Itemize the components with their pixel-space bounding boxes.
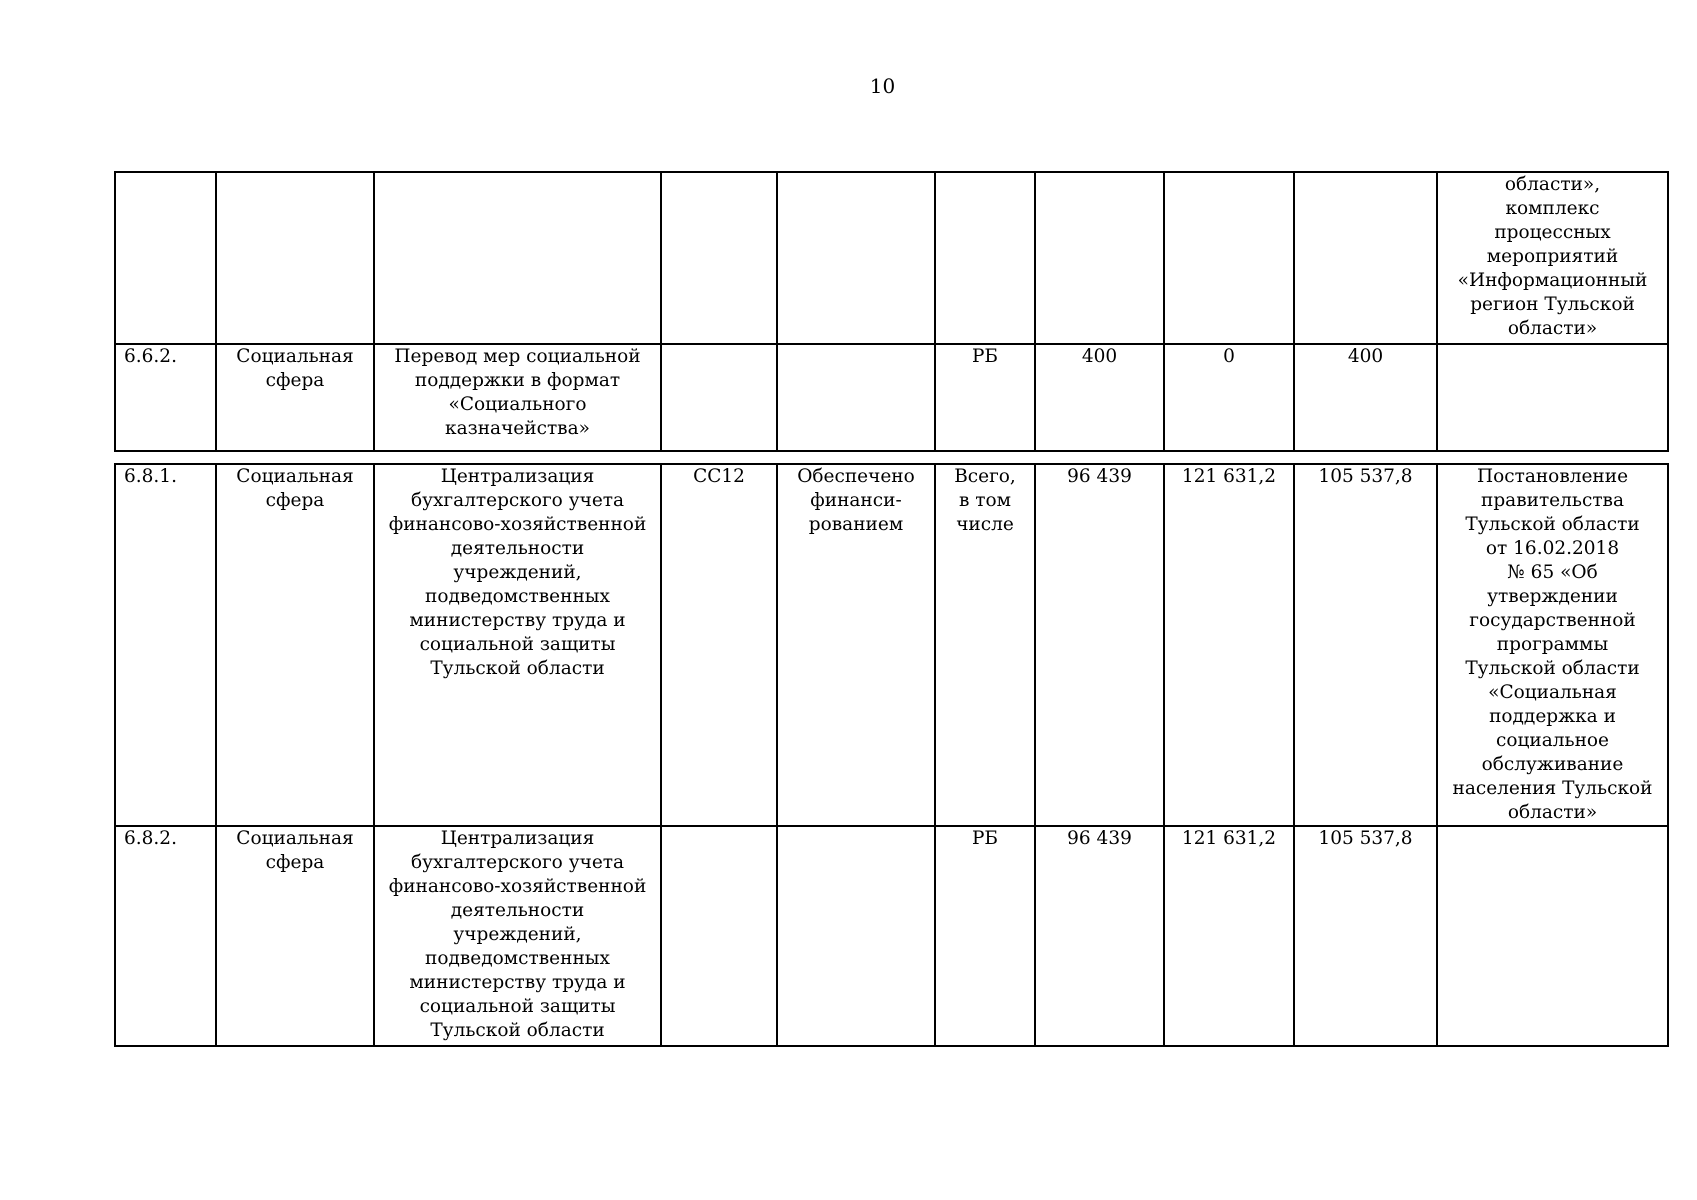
amount-year-3-cell: [1294, 172, 1437, 344]
amount-year-2-cell: 0: [1164, 344, 1294, 451]
sphere-cell: [216, 172, 374, 344]
amount-year-1-cell: [1035, 172, 1164, 344]
amount-year-1-cell: 96 439: [1035, 464, 1164, 826]
amount-year-3-cell: 105 537,8: [1294, 464, 1437, 826]
basis-document-cell: Постановление правительства Тульской области от 16.02.2018 № 65 «Об утверждении государственной программы Тульской области «Социальная поддержка и социальное обслуживание населения Тульской области»: [1437, 464, 1668, 826]
page-number: 10: [869, 74, 896, 98]
funding-source-cell: [935, 172, 1035, 344]
basis-document-cell: [1437, 344, 1668, 451]
indicator-code-cell: [661, 172, 777, 344]
row-number-cell: 6.6.2.: [115, 344, 216, 451]
indicator-code-cell: [661, 826, 777, 1046]
amount-year-2-cell: 121 631,2: [1164, 464, 1294, 826]
amount-year-3-cell: 105 537,8: [1294, 826, 1437, 1046]
amount-year-2-cell: [1164, 172, 1294, 344]
row-number-cell: 6.8.1.: [115, 464, 216, 826]
sphere-cell: Социальная сфера: [216, 464, 374, 826]
table-row: [115, 172, 1668, 344]
funding-source-cell: Всего, в том числе: [935, 464, 1035, 826]
indicator-code-cell: [661, 344, 777, 451]
funding-source-cell: РБ: [935, 826, 1035, 1046]
table-row: [115, 344, 1668, 451]
activity-name-cell: Перевод мер социальной поддержки в формат «Социального казначейства»: [374, 344, 661, 451]
result-cell: [777, 826, 935, 1046]
result-cell: Обеспечено финанси- рованием: [777, 464, 935, 826]
indicator-code-cell: СС12: [661, 464, 777, 826]
activity-name-cell: Централизация бухгалтерского учета финансово-хозяйственной деятельности учреждений, подведомственных министерству труда и социальной защиты Тульской области: [374, 826, 661, 1046]
program-table-part-1: [114, 171, 1669, 452]
table-row: [115, 826, 1668, 1046]
activity-name-cell: [374, 172, 661, 344]
sphere-cell: Социальная сфера: [216, 344, 374, 451]
sphere-cell: Социальная сфера: [216, 826, 374, 1046]
activity-name-cell: Централизация бухгалтерского учета финансово-хозяйственной деятельности учреждений, подведомственных министерству труда и социальной защиты Тульской области: [374, 464, 661, 826]
amount-year-1-cell: 400: [1035, 344, 1164, 451]
amount-year-1-cell: 96 439: [1035, 826, 1164, 1046]
program-table-part-2: [114, 463, 1669, 1047]
amount-year-3-cell: 400: [1294, 344, 1437, 451]
amount-year-2-cell: 121 631,2: [1164, 826, 1294, 1046]
result-cell: [777, 172, 935, 344]
table-row: [115, 464, 1668, 826]
basis-document-cell: [1437, 826, 1668, 1046]
row-number-cell: 6.8.2.: [115, 826, 216, 1046]
row-number-cell: [115, 172, 216, 344]
result-cell: [777, 344, 935, 451]
basis-document-cell: области», комплекс процессных мероприятий «Информационный регион Тульской области»: [1437, 172, 1668, 344]
funding-source-cell: РБ: [935, 344, 1035, 451]
